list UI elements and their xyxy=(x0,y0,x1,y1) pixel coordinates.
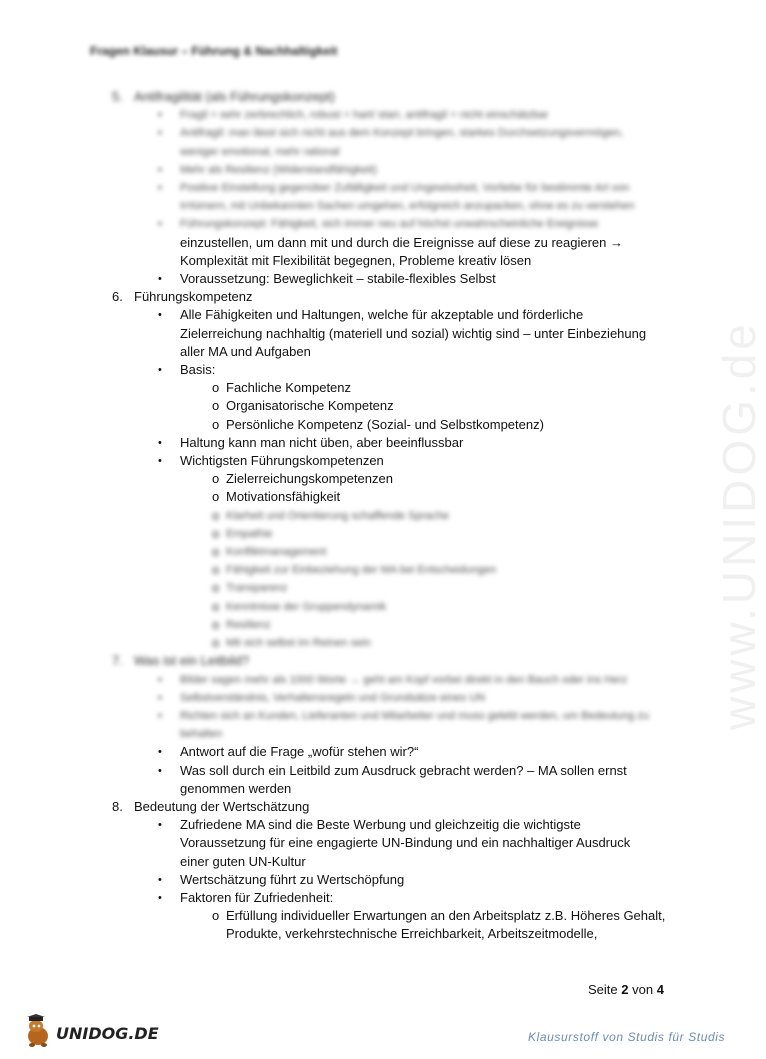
sub-list-item xyxy=(0,561,750,579)
item-text: Was soll durch ein Leitbild zum Ausdruck gebracht werden? – MA sollen ernst genommen werden xyxy=(180,762,627,796)
bullet-marker: o xyxy=(212,635,220,651)
bullet-marker: o xyxy=(212,562,220,578)
list-item xyxy=(0,743,750,761)
item-text: Wichtigsten Führungskompetenzen xyxy=(180,453,384,469)
sub-list-item xyxy=(0,525,750,543)
sub-list-item xyxy=(0,616,750,634)
list-item xyxy=(0,161,750,179)
item-text: Voraussetzung: Beweglichkeit – stabile-flexibles Selbst xyxy=(180,271,496,287)
bullet-marker: o xyxy=(212,908,220,924)
document-title: Fragen Klausur – Führung & Nachhaltigkeit xyxy=(90,44,338,58)
page-number xyxy=(588,982,664,997)
unidog-logo xyxy=(24,1014,164,1050)
list-item xyxy=(0,871,750,889)
item-text: Positive Einstellung gegenüber Zufälligkeit und Ungewissheit, Vorliebe für bestimmte Art von Irrtümern, mit Unbekannten Sachen umgehen, erfolgreich anzupacken, ohne es zu verstehen xyxy=(180,182,635,213)
item-text: Führungskompetenz xyxy=(134,289,253,305)
item-text: Bedeutung der Wertschätzung xyxy=(134,798,310,814)
bullet-marker: • xyxy=(158,891,162,904)
page-number-sep: von xyxy=(632,982,654,997)
list-item xyxy=(0,452,750,470)
item-text: Fragil = sehr zerbrechlich, robust = hart/ starr, antifragil = nicht einschätzbar xyxy=(180,109,549,122)
question-heading xyxy=(0,798,750,816)
sub-list-item xyxy=(0,416,750,434)
bullet-marker: • xyxy=(158,163,162,176)
item-text: Transparenz xyxy=(226,582,288,595)
bullet-marker: • xyxy=(158,746,162,759)
logo-text: UNIDOG.DE xyxy=(56,1024,159,1043)
list-item xyxy=(0,889,750,907)
bullet-marker: o xyxy=(212,398,220,414)
list-item xyxy=(0,762,750,798)
list-item xyxy=(0,234,750,252)
bullet-marker: • xyxy=(158,819,162,832)
bullet-marker: • xyxy=(158,691,162,704)
bullet-marker: • xyxy=(158,182,162,195)
bullet-marker: • xyxy=(158,273,162,286)
item-text: Wertschätzung führt zu Wertschöpfung xyxy=(180,871,405,887)
list-item xyxy=(0,434,750,452)
sub-list-item xyxy=(0,507,750,525)
bullet-marker: • xyxy=(158,309,162,322)
list-item xyxy=(0,671,750,689)
bullet-marker: o xyxy=(212,416,220,432)
sub-list-item xyxy=(0,543,750,561)
item-text: Mehr als Resilienz (Widerstandfähigkeit) xyxy=(180,163,377,176)
page-number-prefix: Seite xyxy=(588,982,618,997)
bullet-marker: o xyxy=(212,489,220,505)
item-text: Faktoren für Zufriedenheit: xyxy=(180,889,334,905)
footer-tagline: Klausurstoff von Studis für Studis xyxy=(528,1030,726,1044)
item-text: Fachliche Kompetenz xyxy=(226,380,352,396)
bullet-marker: • xyxy=(158,764,162,777)
bullet-marker: o xyxy=(212,507,220,523)
list-item xyxy=(0,252,750,270)
dog-logo-icon xyxy=(24,1014,56,1050)
sub-list-item xyxy=(0,488,750,506)
watermark: www.UNIDOG.de xyxy=(713,320,765,730)
bullet-marker: o xyxy=(212,616,220,632)
bullet-marker: • xyxy=(158,364,162,377)
list-item xyxy=(0,361,750,379)
bullet-marker: • xyxy=(158,218,162,231)
question-list xyxy=(0,88,750,944)
item-text: Konfliktmanagement xyxy=(226,546,327,559)
item-text: Was ist ein Leitbild? xyxy=(134,653,250,669)
item-text: einzustellen, um dann mit und durch die Ereignisse auf diese zu reagieren → xyxy=(180,234,623,250)
sub-list-item xyxy=(0,579,750,597)
sub-list-item xyxy=(0,470,750,488)
list-item xyxy=(0,215,750,233)
item-text: Antifragil: man lässt sich nicht aus dem Konzept bringen, starkes Durchsetzungsvermögen, weniger emotional, mehr rational xyxy=(180,127,624,158)
question-number: 5. xyxy=(112,89,123,104)
item-text: Antifragilität (als Führungskonzept) xyxy=(134,89,335,104)
item-text: Zielerreichungskompetenzen xyxy=(226,471,393,487)
item-text: Antwort auf die Frage „wofür stehen wir?“ xyxy=(180,744,419,760)
page-number-total: 4 xyxy=(656,982,664,997)
item-text: Erfüllung individueller Erwartungen an den Arbeitsplatz z.B. Höheres Gehalt, Produkte, verkehrstechnische Erreichbarkeit, Arbeitszeitmodelle, xyxy=(226,908,666,942)
list-item xyxy=(0,124,750,160)
sub-list-item xyxy=(0,397,750,415)
bullet-marker: • xyxy=(158,709,162,722)
item-text: Führungskonzept: Fähigkeit, sich immer neu auf höchst unwahrscheinliche Ereignisse xyxy=(180,218,599,231)
question-number: 6. xyxy=(112,289,123,305)
bullet-marker: o xyxy=(212,598,220,614)
item-text: Klarheit und Orientierung schaffende Sprache xyxy=(226,509,449,522)
bullet-marker: o xyxy=(212,544,220,560)
item-text: Basis: xyxy=(180,362,216,378)
item-text: Alle Fähigkeiten und Haltungen, welche für akzeptable und förderliche Zielerreichung nachhaltig (materiell und sozial) wichtig sind – unter Einbeziehung aller MA und Aufgaben xyxy=(180,307,647,359)
question-heading xyxy=(0,652,750,670)
bullet-marker: o xyxy=(212,471,220,487)
item-text: Komplexität mit Flexibilität begegnen, Probleme kreativ lösen xyxy=(180,252,532,268)
item-text: Persönliche Kompetenz (Sozial- und Selbstkompetenz) xyxy=(226,416,544,432)
item-text: Fähigkeit zur Einbeziehung der MA bei Entscheidungen xyxy=(226,564,497,577)
question-heading xyxy=(0,288,750,306)
item-text: Zufriedene MA sind die Beste Werbung und gleichzeitig die wichtigste Voraussetzung für eine engagierte UN-Bindung und ein nachhaltiger Ausdruck einer guten UN-Kultur xyxy=(180,817,631,869)
item-text: Bilder sagen mehr als 1000 Worte → geht am Kopf vorbei direkt in den Bauch oder ins Herz xyxy=(180,673,628,686)
list-item xyxy=(0,707,750,743)
bullet-marker: o xyxy=(212,580,220,596)
page-number-current: 2 xyxy=(621,982,629,997)
question-number: 8. xyxy=(112,798,123,814)
item-text: Haltung kann man nicht üben, aber beeinflussbar xyxy=(180,434,464,450)
bullet-marker: • xyxy=(158,109,162,122)
bullet-marker: o xyxy=(212,380,220,396)
sub-list-item xyxy=(0,379,750,397)
item-text: Motivationsfähigkeit xyxy=(226,489,341,505)
bullet-marker: o xyxy=(212,525,220,541)
sub-list-item xyxy=(0,634,750,652)
item-text: Empathie xyxy=(226,527,273,540)
sub-list-item xyxy=(0,907,750,943)
bullet-marker: • xyxy=(158,673,162,686)
item-text: Resilienz xyxy=(226,618,271,631)
bullet-marker: • xyxy=(158,127,162,140)
item-text: Richten sich an Kunden, Lieferanten und Mitarbeiter und muss gelebt werden, um Bedeutung zu behalten xyxy=(180,709,650,741)
item-text: Mit sich selbst im Reinen sein xyxy=(226,637,371,650)
list-item xyxy=(0,179,750,215)
question-heading xyxy=(0,88,750,106)
list-item xyxy=(0,306,750,361)
item-text: Organisatorische Kompetenz xyxy=(226,398,394,414)
bullet-marker: • xyxy=(158,436,162,449)
list-item xyxy=(0,816,750,871)
list-item xyxy=(0,689,750,707)
list-item xyxy=(0,106,750,124)
bullet-marker: • xyxy=(158,455,162,468)
list-item xyxy=(0,270,750,288)
bullet-marker: • xyxy=(158,873,162,886)
item-text: Kenntnisse der Gruppendynamik xyxy=(226,600,387,613)
sub-list-item xyxy=(0,598,750,616)
item-text: Selbstverständnis, Verhaltensregeln und Grundsätze eines UN xyxy=(180,691,486,704)
question-number: 7. xyxy=(112,653,123,669)
